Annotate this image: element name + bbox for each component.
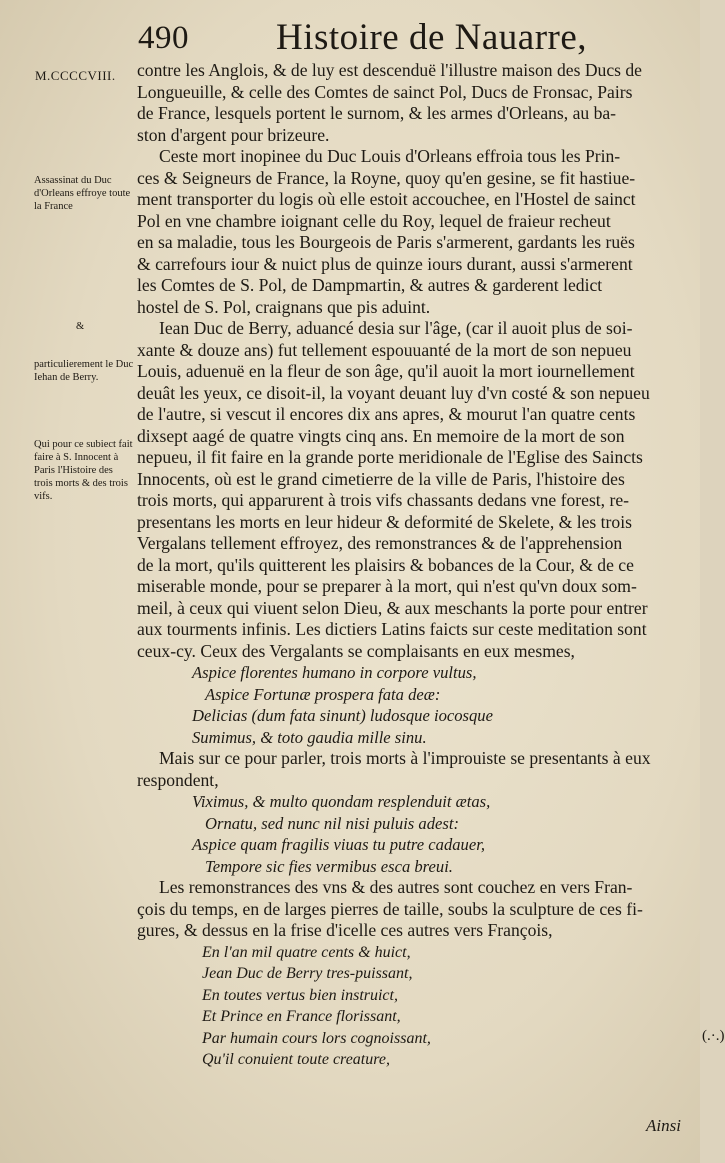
page-number: 490 xyxy=(138,20,189,56)
margin-note-ampersand: & xyxy=(76,321,85,332)
margin-year: M.CCCCVIII. xyxy=(35,68,116,83)
text-line: nepueu, il fit faire en la grande porte meridionale de l'Eglise des Saincts xyxy=(137,447,643,467)
text-line: Les remonstrances des vns & des autres sont couchez en vers Fran- xyxy=(159,877,633,897)
ornament-mark: (.·.) xyxy=(702,1027,725,1044)
text-line: en sa maladie, tous les Bourgeois de Paris s'armerent, gardants les ruës xyxy=(137,232,635,252)
text-line: hostel de S. Pol, craignans que pis aduint. xyxy=(137,296,431,317)
text-line: gures, & dessus en la frise d'icelle ces autres vers François, xyxy=(137,920,553,940)
text-line: Ceste mort inopinee du Duc Louis d'Orleans effroia tous les Prin- xyxy=(159,146,621,166)
french-verse-line: En l'an mil quatre cents & huict, xyxy=(202,943,411,961)
text-line: Pol en vne chambre ioignant celle du Roy, lequel de fraieur recheut xyxy=(137,210,611,231)
text-line: ceux-cy. Ceux des Vergalants se complaisants en eux mesmes, xyxy=(137,640,575,661)
text-line: respondent, xyxy=(137,769,219,790)
french-verse-line: Et Prince en France florissant, xyxy=(202,1008,401,1025)
text-line: ston d'argent pour brizeure. xyxy=(137,124,330,145)
latin-verse-line: Sumimus, & toto gaudia mille sinu. xyxy=(192,727,427,747)
text-line: Longueuille, & celle des Comtes de sainct Pol, Ducs de Fronsac, Pairs xyxy=(137,81,633,102)
text-line: çois du temps, en de larges pierres de taille, soubs la sculpture de ces fi- xyxy=(137,898,643,919)
text-line: les Comtes de S. Pol, de Dampmartin, & autres & garderent ledict xyxy=(137,275,603,295)
text-line: & carrefours iour & nuict plus de quinze iours durant, aussi s'armerent xyxy=(137,253,633,274)
text-line: Innocents, où est le grand cimetierre de la ville de Paris, l'histoire des xyxy=(137,468,625,489)
text-line: de l'autre, si vescut il encores dix ans apres, & mourut l'an quatre cents xyxy=(137,404,636,424)
margin-note-assassinat: Assassinat du Duc d'Orleans effroye toute la France xyxy=(34,175,131,212)
latin-verse-line: Aspice Fortunæ prospera fata deæ: xyxy=(205,684,441,704)
french-verse-line: Qu'il conuient toute creature, xyxy=(202,1051,390,1068)
text-line: ment transporter du logis où elle estoit accouchee, en l'Hostel de sainct xyxy=(137,189,636,209)
latin-verse-line: Aspice quam fragilis viuas tu putre cadauer, xyxy=(192,835,485,854)
text-line: dixsept aagé de quatre vingts cinq ans. En memoire de la mort de son xyxy=(137,425,625,446)
text-line: presentans les morts en leur hideur & deformité de Skelete, & les trois xyxy=(137,511,632,532)
text-line: de France, lesquels portent le surnom, & les armes d'Orleans, au ba- xyxy=(137,103,617,123)
latin-verse-line: Tempore sic fies vermibus esca breui. xyxy=(205,856,453,876)
text-line: Mais sur ce pour parler, trois morts à l'improuiste se presentants à eux xyxy=(159,748,651,768)
text-line: xante & douze ans) fut tellement espouuanté de la mort de son nepueu xyxy=(137,339,632,360)
text-line: Vergalans tellement effroyez, des remonstrances & de l'apprehension xyxy=(137,533,623,553)
text-line: Iean Duc de Berry, aduancé desia sur l'âge, (car il auoit plus de soi- xyxy=(159,318,633,338)
french-verse-line: Par humain cours lors cognoissant, xyxy=(202,1029,431,1047)
latin-verse-line: Viximus, & multo quondam resplenduit ætas, xyxy=(192,792,491,811)
text-line: ces & Seigneurs de France, la Royne, quoy qu'en gesine, se fit hastiue- xyxy=(137,167,636,188)
text-line: deuât les yeux, ce disoit-il, la voyant deuant luy d'vn costé & son nepueu xyxy=(137,382,650,403)
body-text xyxy=(137,60,725,1071)
margin-note-berry: particulierement le Duc Iehan de Berry. xyxy=(34,359,134,383)
text-line: miserable monde, pour se preparer à la mort, qui n'est qu'vn doux som- xyxy=(137,576,637,596)
text-line: trois morts, qui apparurent à trois vifs chassants dedans vne forest, re- xyxy=(137,490,630,510)
margin-note-innocents: Qui pour ce subiect fait faire à S. Innocent à Paris l'Histoire des trois morts & des trois vifs. xyxy=(34,439,133,502)
french-verse-line: Jean Duc de Berry tres-puissant, xyxy=(202,965,413,982)
text-line: de la mort, qu'ils quitterent les plaisirs & bobances de la Cour, & de ce xyxy=(137,554,634,575)
text-line: meil, à ceux qui viuent selon Dieu, & aux meschants la porte pour entrer xyxy=(137,597,648,618)
text-line: contre les Anglois, & de luy est descenduë l'illustre maison des Ducs de xyxy=(137,60,642,80)
catchword: Ainsi xyxy=(646,1116,681,1135)
text-line: Louis, aduenuë en la fleur de son âge, qu'il auoit la mort iournellement xyxy=(137,361,635,381)
running-title: Histoire de Nauarre, xyxy=(276,17,588,58)
latin-verse-line: Delicias (dum fata sinunt) ludosque iocosque xyxy=(192,706,493,725)
french-verse-line: En toutes vertus bien instruict, xyxy=(202,986,398,1004)
latin-verse-line: Ornatu, sed nunc nil nisi puluis adest: xyxy=(205,813,459,833)
latin-verse-line: Aspice florentes humano in corpore vultus, xyxy=(192,663,477,682)
text-line: aux tourments infinis. Les dictiers Latins faicts sur ceste meditation sont xyxy=(137,619,647,639)
